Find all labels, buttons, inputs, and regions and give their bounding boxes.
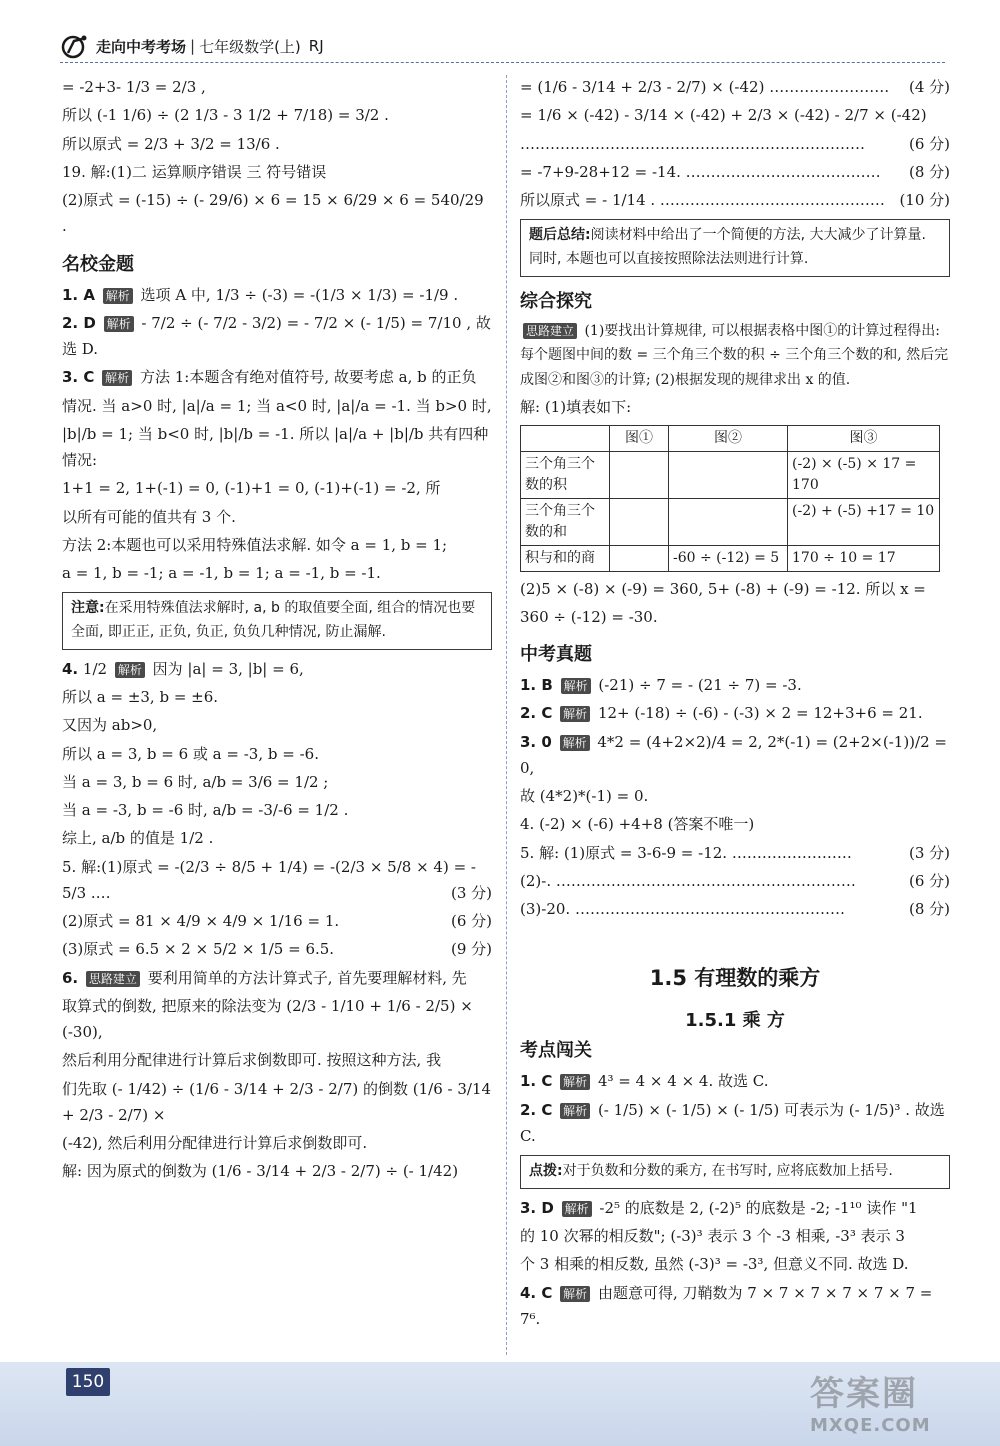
subsection-title: 1.5.1 乘 方 <box>685 1010 785 1032</box>
kd4-text: 由题意可得, 刀鞘数为 7 × 7 × 7 × 7 × 7 × 7 = 7⁶. <box>520 1283 933 1328</box>
section-kaodian: 考点闯关 <box>520 1040 592 1062</box>
tip-text: 对于负数和分数的乘方, 在书写时, 应将底数加上括号. <box>562 1163 893 1180</box>
q3-text-a: 方法 1:本题含有绝对值符号, 故要考虑 a, b 的正负 <box>139 368 477 387</box>
kd4-answer <box>520 1280 950 1333</box>
summary-label: 题后总结: <box>529 227 591 244</box>
q3-text-e: 以所有可能的值共有 3 个. <box>62 507 236 526</box>
zk4-answer: 4. (-2) × (-6) +4+8 (答案不唯一) <box>520 815 755 834</box>
zk3-text-b: 故 (4*2)*(-1) = 0. <box>520 787 649 806</box>
zk1-text: (-21) ÷ 7 = - (21 ÷ 7) = -3. <box>598 676 802 695</box>
q3-text-f: 方法 2:本题也可以采用特殊值法求解. 如令 a = 1, b = 1; <box>62 535 448 554</box>
kd3-text-c: 个 3 相乘的相反数, 虽然 (-3)³ = -3³, 但意义不同. 故选 D. <box>520 1255 909 1274</box>
q6-text-c: 然后利用分配律进行计算后求倒数即可. 按照这种方法, 我 <box>62 1051 442 1070</box>
note-label: 注意: <box>71 600 105 617</box>
zk1-number: 1. B <box>520 676 553 695</box>
table-cell: 170 ÷ 10 = 17 <box>788 545 940 571</box>
q3-answer <box>62 364 492 390</box>
right-line-1-text: = (1/6 - 3/14 + 2/3 - 2/7) × (-42) …………………… <box>520 78 890 96</box>
score: (9 分) <box>450 940 492 959</box>
q1-answer <box>62 282 492 308</box>
zonghe-idea <box>520 319 950 393</box>
zonghe-part2-b: 360 ÷ (-12) = -30. <box>520 607 658 626</box>
kd1-number: 1. C <box>520 1072 553 1091</box>
kd3-number: 3. D <box>520 1198 554 1217</box>
right-line-1 <box>520 74 950 100</box>
right-line-5-text: 所以原式 = - 1/14 . ……………………………………… <box>520 191 885 209</box>
right-line-4-text: = -7+9-28+12 = -14. ………………………………… <box>520 162 881 181</box>
zk5-part3 <box>520 896 950 922</box>
zk5-text-a: 5. 解: (1)原式 = 3-6-9 = -12. …………………… <box>520 843 852 862</box>
q4-text-b: 所以 a = ±3, b = ±6. <box>62 688 219 707</box>
summary-box <box>520 219 950 277</box>
zk1-answer <box>520 672 950 698</box>
tip-box <box>520 1155 950 1189</box>
section-mingxiao: 名校金题 <box>62 253 134 275</box>
score: (10 分) <box>899 191 950 209</box>
jiexi-tag: 解析 <box>562 1201 592 1217</box>
q19-part1: 19. 解:(1)二 运算顺序错误 三 符号错误 <box>62 162 327 181</box>
watermark-url: MXQE.COM <box>810 1415 931 1436</box>
jiexi-tag: 解析 <box>102 370 132 386</box>
zk3-number: 3. 0 <box>520 732 552 751</box>
score: (3 分) <box>450 883 492 902</box>
table-header-cell: 图② <box>669 425 788 451</box>
score: (6 分) <box>450 912 492 931</box>
score: (4 分) <box>908 78 950 96</box>
jiexi-tag: 解析 <box>560 1074 590 1090</box>
q6-text-a: 要利用简单的方法计算式子, 首先要理解材料, 先 <box>147 968 467 987</box>
table-header-cell <box>521 425 610 451</box>
table-cell <box>610 451 669 498</box>
table-row <box>521 498 940 545</box>
q6-text-f: 解: 因为原式的倒数为 (1/6 - 3/14 + 2/3 - 2/7) ÷ (- 1/42) <box>62 1162 459 1181</box>
jiexi-tag: 解析 <box>560 735 590 751</box>
jiexi-tag: 解析 <box>561 678 591 694</box>
left-line-1: = -2+3- 1/3 = 2/3 , <box>62 78 206 96</box>
score: (6 分) <box>908 134 950 153</box>
left-line-3: 所以原式 = 2/3 + 3/2 = 13/6 . <box>62 134 280 153</box>
page-header: 走向中考考场 | 七年级数学(上) RJ <box>60 30 945 63</box>
kd3-text-b: 的 10 次幂的相反数"; (-3)³ 表示 3 个 -3 相乘, -3³ 表示 3 <box>520 1227 905 1246</box>
table-cell <box>669 498 788 545</box>
zk3-answer <box>520 729 950 782</box>
zk5-text-c: (3)-20. ……………………………………………… <box>520 900 845 919</box>
kd2-answer <box>520 1097 950 1150</box>
table-header-cell: 图① <box>610 425 669 451</box>
q4-answer <box>62 656 492 682</box>
q2-text: - 7/2 ÷ (- 7/2 - 3/2) = - 7/2 × (- 1/5) = 7/10 , 故选 D. <box>62 313 491 358</box>
jiexi-tag: 解析 <box>103 288 133 304</box>
section-zonghe: 综合探究 <box>520 290 592 312</box>
table-cell: (-2) × (-5) × 17 = 170 <box>788 451 940 498</box>
q6-text-e: (-42), 然后利用分配律进行计算后求倒数即可. <box>62 1134 368 1153</box>
chapter-title: 1.5 有理数的乘方 <box>649 966 821 991</box>
table-cell <box>610 545 669 571</box>
score: (8 分) <box>908 162 950 181</box>
right-line-2: = 1/6 × (-42) - 3/14 × (-42) + 2/3 × (-42) - 2/7 × (-42) <box>520 106 927 125</box>
table-header-cell: 图③ <box>788 425 940 451</box>
pattern-table <box>520 425 940 572</box>
q5-text-b: (2)原式 = 81 × 4/9 × 4/9 × 1/16 = 1. <box>62 912 340 931</box>
table-row <box>521 451 940 498</box>
q4-value: 1/2 <box>82 659 108 678</box>
kd3-answer <box>520 1195 950 1221</box>
watermark <box>810 1366 990 1442</box>
q4-text-d: 所以 a = 3, b = 6 或 a = -3, b = -6. <box>62 744 319 763</box>
q6-text-d: 们先取 (- 1/42) ÷ (1/6 - 3/14 + 2/3 - 2/7) 的倒数 (1/6 - 3/14 + 2/3 - 2/7) × <box>62 1079 492 1124</box>
q5-part1 <box>62 854 492 907</box>
q1-text: 选项 A 中, 1/3 ÷ (-3) = -(1/3 × 1/3) = -1/9 . <box>140 285 459 304</box>
zk3-text-a: 4*2 = (4+2×2)/4 = 2, 2*(-1) = (2+2×(-1))/2 = 0, <box>520 732 947 777</box>
q6-number: 6. <box>62 968 79 987</box>
q4-text-a: 因为 |a| = 3, |b| = 6, <box>152 659 304 678</box>
kd4-number: 4. C <box>520 1283 553 1302</box>
book-title: 走向中考考场 <box>96 37 187 56</box>
q3-text-c: |b|/b = 1; 当 b<0 时, |b|/b = -1. 所以 |a|/a + |b|/b 共有四种情况: <box>62 424 489 469</box>
q5-part2 <box>62 908 492 934</box>
zk5-text-b: (2)-. …………………………………………………… <box>520 871 856 890</box>
zk5-part1 <box>520 840 950 866</box>
zk2-answer <box>520 700 950 726</box>
right-line-5 <box>520 187 950 213</box>
q4-text-g: 综上, a/b 的值是 1/2 . <box>62 829 214 848</box>
table-cell <box>610 498 669 545</box>
zonghe-solution: 解: (1)填表如下: <box>520 398 632 417</box>
kd2-number: 2. C <box>520 1100 553 1119</box>
note-text: 在采用特殊值法求解时, a, b 的取值要全面, 组合的情况也要全面, 即正正, 正负, 负正, 负负几种情况, 防止漏解. <box>71 600 476 641</box>
q4-text-f: 当 a = -3, b = -6 时, a/b = -3/-6 = 1/2 . <box>62 801 349 820</box>
section-zhongkao: 中考真题 <box>520 644 592 666</box>
table-cell: (-2) + (-5) +17 = 10 <box>788 498 940 545</box>
q5-text-c: (3)原式 = 6.5 × 2 × 5/2 × 1/5 = 6.5. <box>62 940 335 959</box>
q6-answer <box>62 965 492 991</box>
table-header-row <box>521 425 940 451</box>
zk2-text: 12+ (-18) ÷ (-6) - (-3) × 2 = 12+3+6 = 21. <box>597 704 923 723</box>
q6-text-b: 取算式的倒数, 把原来的除法变为 (2/3 - 1/10 + 1/6 - 2/5) × (-30), <box>62 996 473 1042</box>
q3-text-d: 1+1 = 2, 1+(-1) = 0, (-1)+1 = 0, (-1)+(-1) = -2, 所 <box>62 479 441 498</box>
table-cell <box>669 451 788 498</box>
kd2-text: (- 1/5) × (- 1/5) × (- 1/5) 可表示为 (- 1/5)³ . 故选 C. <box>520 1100 945 1145</box>
right-line-3-dots: …………………………………………………………… <box>520 134 865 153</box>
jiexi-tag: 解析 <box>560 1103 590 1119</box>
q3-text-b: 情况. 当 a>0 时, |a|/a = 1; 当 a<0 时, |a|/a = -1. 当 b>0 时, <box>62 396 492 415</box>
jiexi-tag: 解析 <box>560 706 590 722</box>
jiexi-tag: 解析 <box>560 1286 590 1302</box>
left-column <box>62 72 492 1187</box>
q5-part3 <box>62 936 492 962</box>
table-cell: -60 ÷ (-12) = 5 <box>669 545 788 571</box>
q19-part2: (2)原式 = (-15) ÷ (- 29/6) × 6 = 15 × 6/29 × 6 = 540/29 . <box>62 191 484 236</box>
score: (6 分) <box>908 871 950 890</box>
table-cell: 积与和的商 <box>521 545 610 571</box>
q2-number: 2. D <box>62 313 96 332</box>
q5-text-a: 5. 解:(1)原式 = -(2/3 ÷ 8/5 + 1/4) = -(2/3 × 5/8 × 4) = - 5/3 .… <box>62 857 476 902</box>
kd3-text-a: -2⁵ 的底数是 2, (-2)⁵ 的底数是 -2; -1¹⁰ 读作 "1 <box>599 1198 918 1217</box>
q3-text-g: a = 1, b = -1; a = -1, b = 1; a = -1, b = -1. <box>62 564 381 582</box>
q2-answer <box>62 310 492 363</box>
q1-number: 1. A <box>62 285 95 304</box>
zk2-number: 2. C <box>520 704 553 723</box>
note-box <box>62 592 492 650</box>
left-line-2: 所以 (-1 1/6) ÷ (2 1/3 - 3 1/2 + 7/18) = 3/2 . <box>62 106 389 125</box>
edition-label: RJ <box>308 37 324 55</box>
q3-number: 3. C <box>62 368 95 387</box>
silu-tag: 思路建立 <box>86 971 140 987</box>
kd1-text: 4³ = 4 × 4 × 4. 故选 C. <box>597 1072 769 1091</box>
tip-label: 点拨: <box>529 1163 563 1180</box>
right-line-4 <box>520 159 950 185</box>
zonghe-idea-text: (1)要找出计算规律, 可以根据表格中图①的计算过程得出: 每个题图中间的数 = 三个角三个数的积 ÷ 三个角三个数的和, 然后完成图②和图③的计算; (2)根据发现的规律求出 x 的值. <box>520 322 949 388</box>
silu-tag: 思路建立 <box>523 323 577 339</box>
kd1-answer <box>520 1068 950 1094</box>
page-number: 150 <box>66 1368 110 1396</box>
zk5-part2 <box>520 868 950 894</box>
jiexi-tag: 解析 <box>115 662 145 678</box>
score: (8 分) <box>908 900 950 919</box>
grade-label: 七年级数学(上) <box>199 37 301 56</box>
q4-text-e: 当 a = 3, b = 6 时, a/b = 3/6 = 1/2 ; <box>62 772 329 791</box>
column-divider <box>506 75 507 1355</box>
right-column <box>520 72 950 1334</box>
runner-logo-icon <box>60 33 90 59</box>
watermark-logo: 答案圈 <box>810 1374 918 1414</box>
right-line-3 <box>520 131 950 157</box>
q4-text-c: 又因为 ab>0, <box>62 716 158 735</box>
summary-text: 阅读材料中给出了一个简便的方法, 大大减少了计算量. 同时, 本题也可以直接按照除法法则进行计算. <box>529 227 926 268</box>
table-cell: 三个角三个数的和 <box>521 498 610 545</box>
score: (3 分) <box>908 843 950 862</box>
jiexi-tag: 解析 <box>104 316 134 332</box>
table-row <box>521 545 940 571</box>
q4-number: 4. <box>62 659 79 678</box>
zonghe-part2-a: (2)5 × (-8) × (-9) = 360, 5+ (-8) + (-9) = -12. 所以 x = <box>520 579 926 598</box>
table-cell: 三个角三个数的积 <box>521 451 610 498</box>
